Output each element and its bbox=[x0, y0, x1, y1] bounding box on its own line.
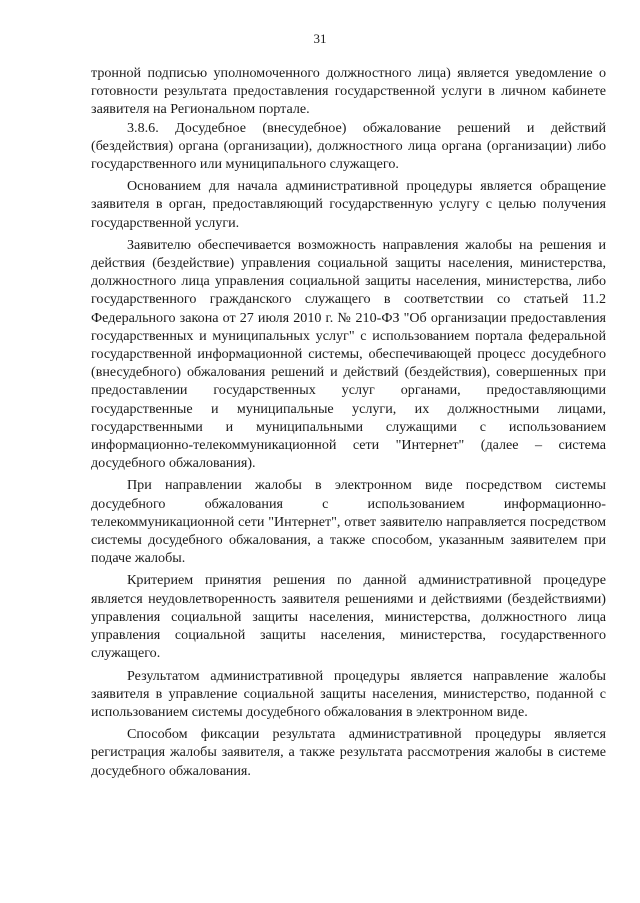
paragraph-continuation: тронной подписью уполномоченного должностного лица) является уведомление о готовности результата предоставления государственной услуги в личном кабинете заявителя на Региональном портале. bbox=[91, 65, 606, 118]
paragraph-section-3-8-6: 3.8.6. Досудебное (внесудебное) обжалование решений и действий (бездействия) органа (организации), должностного лица органа (организации) либо государственного или муниципального служащего. bbox=[91, 119, 606, 173]
document-body bbox=[91, 64, 606, 780]
paragraph-procedure-result: Результатом административной процедуры является направление жалобы заявителя в управление социальной защиты населения, министерство, поданной с использованием системы досудебного обжалования в электронном виде. bbox=[91, 667, 606, 720]
paragraph-electronic-complaint: При направлении жалобы в электронном виде посредством системы досудебного обжалования с использованием информационно-телекоммуникационной сети "Интернет", ответ заявителю направляется посредством системы досудебного обжалования, а также способом, указанным заявителем при подаче жалобы. bbox=[91, 477, 606, 567]
paragraph-basis: Основанием для начала административной процедуры является обращение заявителя в орган, предоставляющий государственную услугу с целью получения государственной услуги. bbox=[91, 178, 606, 231]
page-number: 31 bbox=[313, 31, 327, 46]
paragraph-complaint-options: Заявителю обеспечивается возможность направления жалобы на решения и действия (бездействие) управления социальной защиты населения, министерства, должностного лица управления социальной защиты населения, министерства, либо государственного гражданского служащего в соответствии со статьей 11.2 Федерального закона от 27 июля 2010 г. № 210-ФЗ "Об организации предоставления государственных и муниципальных услуг" с использованием портала федеральной государственной информационной системы, обеспечивающей процесс досудебного (внесудебного) обжалования решений и действий (бездействия), совершенных при предоставлении государственных услуг органами, предоставляющими государственные и муниципальные услуги, их должностными лицами, государственными и муниципальными служащими с использованием информационно-телекоммуникационной сети "Интернет" (далее – система досудебного обжалования). bbox=[91, 236, 606, 472]
paragraph-decision-criterion: Критерием принятия решения по данной административной процедуре является неудовлетворенность заявителя решениями и действиями (бездействиями) управления социальной защиты населения, министерства, должностного лица управления социальной защиты населения, министерства, государственного служащего. bbox=[91, 572, 606, 662]
paragraph-result-fixation: Способом фиксации результата административной процедуры является регистрация жалобы заявителя, а также результата рассмотрения жалобы в системе досудебного обжалования. bbox=[91, 726, 606, 779]
